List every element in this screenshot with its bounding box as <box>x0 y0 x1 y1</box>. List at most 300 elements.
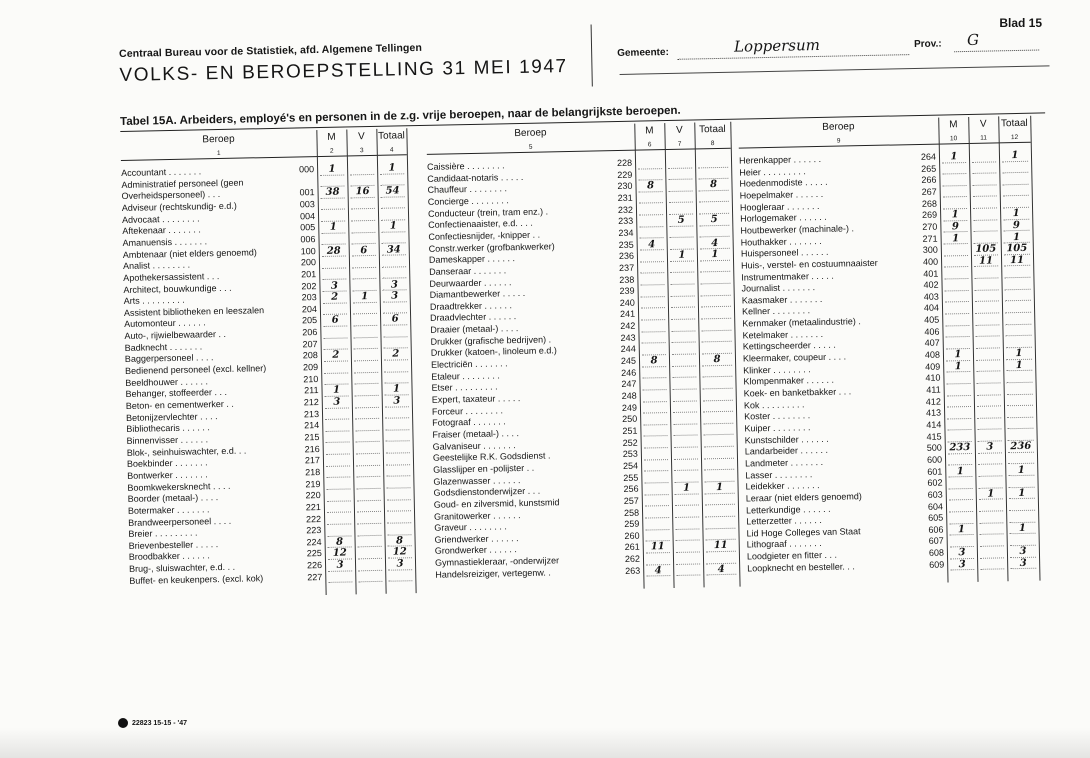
beroep-name: Drukker (katoen-, linoleum e.d.) <box>430 345 557 359</box>
count-m: 3 <box>336 559 344 571</box>
count-v <box>351 372 381 373</box>
beroep-name: Lithograaf . . . . . . . <box>746 538 822 550</box>
count-v <box>668 320 698 321</box>
beroep-name: Klompenmaker . . . . . . <box>743 375 835 387</box>
beroep-name: Boomkwekersknecht . . . . <box>127 480 231 493</box>
count-m <box>638 285 668 286</box>
beroep-code: 607 <box>928 535 944 547</box>
count-v <box>670 413 700 414</box>
count-m <box>944 407 974 408</box>
beroep-name: Letterkundige . . . . . . <box>745 503 831 516</box>
count-totaal <box>697 284 733 285</box>
count-v <box>969 162 999 163</box>
count-m <box>636 204 666 205</box>
beroep-name: Brievenbesteller . . . . . <box>128 538 219 551</box>
beroep-code: 410 <box>925 372 941 384</box>
count-v <box>354 524 384 525</box>
beroep-name: Badknecht . . . . . . . <box>124 341 203 353</box>
beroep-code: 209 <box>302 362 319 373</box>
count-v <box>672 529 702 530</box>
count-totaal <box>696 191 732 192</box>
count-m: 1 <box>954 349 962 361</box>
column-number: 8 <box>710 140 715 148</box>
count-m <box>641 437 671 438</box>
beroep-name: Boekbinder . . . . . . . <box>126 457 208 470</box>
beroep-name: Bibliothecaris . . . . . . <box>126 422 210 435</box>
beroep-code: 606 <box>928 524 944 535</box>
count-totaal: 1 <box>392 383 401 395</box>
prov-label: Prov.: <box>913 38 942 51</box>
count-m <box>637 274 667 275</box>
beroep-code: 246 <box>621 367 637 378</box>
count-v <box>969 174 999 175</box>
beroep-code: 407 <box>924 337 940 349</box>
beroep-code: 200 <box>300 257 317 268</box>
beroep-name: Baggerpersoneel . . . . <box>124 352 214 365</box>
count-totaal <box>700 389 736 390</box>
count-totaal: 1 <box>388 162 396 174</box>
count-m: 1 <box>329 221 337 234</box>
count-m <box>643 553 673 554</box>
beroep-name: Draadtrekker . . . . . . <box>429 299 513 312</box>
column-header-m: M <box>949 119 958 131</box>
beroep-code: 415 <box>926 431 942 442</box>
count-m: 8 <box>650 355 658 367</box>
column-header-beroep: Beroep <box>202 133 235 146</box>
beroep-name: Glazenwasser . . . . . . <box>433 474 521 487</box>
beroep-code: 405 <box>924 314 940 325</box>
beroep-name: Huispersoneel . . . . . . <box>740 246 829 259</box>
beroep-name: Koek- en banketbakker . . . <box>743 386 852 399</box>
count-totaal: 8 <box>395 535 404 547</box>
beroep-name: Lasser . . . . . . . . <box>745 468 813 481</box>
count-totaal: 1 <box>1018 487 1026 499</box>
count-v <box>970 197 1000 198</box>
count-v <box>352 396 382 397</box>
beroep-code: 406 <box>924 326 940 337</box>
page-shadow <box>0 728 1090 758</box>
column-header-totaal: Totaal <box>378 130 405 142</box>
beroep-name: Kuiper . . . . . . . . <box>744 422 811 434</box>
header-rule <box>620 65 1050 75</box>
count-totaal: 1 <box>1011 149 1019 162</box>
count-totaal <box>384 500 414 501</box>
beroep-name: Brandweerpersoneel . . . . <box>128 515 232 528</box>
count-v <box>971 278 1001 279</box>
count-v <box>354 512 384 513</box>
count-m: 12 <box>332 547 347 560</box>
beroep-name: Administratief personeel (geen <box>121 177 244 190</box>
beroep-name: Draadvlechter . . . . . . <box>430 311 517 324</box>
beroep-name: Galvaniseur . . . . . . . <box>432 439 516 452</box>
count-totaal <box>381 360 411 361</box>
count-m <box>943 372 973 373</box>
beroep-code: 247 <box>621 379 637 390</box>
count-m <box>638 332 668 333</box>
count-totaal: 1 <box>1017 464 1025 476</box>
count-m <box>941 267 971 268</box>
beroep-code: 258 <box>623 507 640 518</box>
count-m <box>940 198 970 199</box>
count-v <box>970 209 1000 210</box>
beroep-name: Analist . . . . . . . . <box>122 259 191 272</box>
count-m <box>639 367 669 368</box>
prov-value: G <box>966 30 980 49</box>
count-v <box>671 436 701 437</box>
entry-line <box>676 575 700 576</box>
column-number: 10 <box>949 135 958 143</box>
count-m <box>324 490 354 491</box>
column-header-v: V <box>675 124 683 136</box>
gemeente-value: Loppersum <box>733 35 821 56</box>
count-m <box>642 495 672 496</box>
count-m <box>942 326 972 327</box>
beroep-code: 270 <box>922 221 938 232</box>
count-v <box>348 198 378 199</box>
count-m <box>947 535 977 536</box>
beroep-name: Deurwaarder . . . . . . <box>429 276 512 289</box>
header-divider <box>591 25 593 87</box>
beroep-code: 252 <box>622 437 638 448</box>
beroep-code: 256 <box>623 483 639 495</box>
column-number: 6 <box>647 141 652 149</box>
count-v <box>977 558 1007 559</box>
count-totaal: 1 <box>711 249 719 261</box>
beroep-name: Boorder (metaal-) . . . . <box>127 492 219 505</box>
count-totaal: 1 <box>1012 208 1020 220</box>
count-totaal <box>699 365 735 366</box>
beroep-name: Kettingscheerder . . . . . <box>742 340 836 352</box>
count-v <box>670 389 700 390</box>
count-m <box>944 384 974 385</box>
count-v <box>972 302 1002 303</box>
beroep-name: Bedienend personeel (excl. kellner) <box>125 363 267 376</box>
beroep-name: Beton- en cementwerker . . <box>125 398 234 411</box>
beroep-name: Draaier (metaal-) . . . . <box>430 323 519 335</box>
count-v <box>665 156 695 157</box>
count-v <box>672 518 702 519</box>
beroep-name: Buffet- en keukenpers. (excl. kok) <box>129 572 264 586</box>
count-m <box>321 361 351 362</box>
printer-logo-icon <box>118 718 128 728</box>
count-totaal <box>697 261 733 262</box>
count-m <box>642 507 672 508</box>
count-totaal <box>700 400 736 401</box>
count-m: 28 <box>326 245 341 257</box>
column-header-beroep: Beroep <box>514 127 547 140</box>
beroep-code: 205 <box>302 315 318 326</box>
count-v <box>975 453 1005 454</box>
count-m: 3 <box>958 558 966 571</box>
count-v <box>972 290 1002 291</box>
count-totaal <box>1002 289 1034 290</box>
beroep-name: Advocaat . . . . . . . . <box>121 213 200 225</box>
beroep-name: Automonteur . . . . . . <box>124 317 206 330</box>
entry-line <box>328 582 352 583</box>
beroep-name: Loodgieter en fitter . . . <box>746 549 838 562</box>
count-totaal: 5 <box>710 214 718 226</box>
print-footer <box>118 718 187 728</box>
count-totaal <box>1004 418 1036 419</box>
column-header-v: V <box>358 131 365 143</box>
beroep-name: Confectiesnijder, -knipper . . <box>428 229 541 242</box>
beroep-code: 602 <box>927 477 943 489</box>
count-totaal <box>382 430 412 431</box>
count-m: 3 <box>333 396 341 408</box>
beroep-code: 222 <box>305 513 322 524</box>
count-m <box>638 308 668 309</box>
beroep-name: Dameskapper . . . . . . <box>428 253 516 266</box>
count-totaal <box>381 372 411 373</box>
beroep-name: Gymnastiekleraar, -onderwijzer <box>434 555 560 568</box>
count-v <box>671 459 701 460</box>
count-m: 38 <box>325 186 340 199</box>
beroep-name: Bontwerker . . . . . . . <box>127 469 208 481</box>
beroep-name: Constr.werker (grofbankwerker) <box>428 240 555 254</box>
beroep-name: Amanuensis . . . . . . . <box>122 236 208 248</box>
count-m <box>640 413 670 414</box>
beroep-name: Huis-, verstel- en costuumnaaister <box>741 257 878 271</box>
count-v <box>971 232 1001 233</box>
count-m <box>943 337 973 338</box>
count-m <box>940 186 970 187</box>
column-header-beroep: Beroep <box>822 121 855 133</box>
count-totaal <box>695 156 731 157</box>
beroep-name: Betonijzervlechter . . . . <box>125 410 218 423</box>
count-totaal: 12 <box>392 546 407 559</box>
column-number: 4 <box>389 146 394 154</box>
count-m <box>325 571 355 572</box>
count-m: 9 <box>951 221 959 233</box>
count-m <box>639 343 669 344</box>
count-totaal: 54 <box>385 185 400 197</box>
beroep-code: 229 <box>617 169 633 180</box>
count-v: 1 <box>682 482 691 494</box>
count-m <box>639 378 669 379</box>
beroep-code: 216 <box>304 443 320 454</box>
beroep-code: 236 <box>618 250 635 262</box>
count-m <box>942 291 972 292</box>
count-m <box>321 338 351 339</box>
count-v <box>350 314 380 315</box>
count-totaal: 236 <box>1010 441 1032 453</box>
count-m <box>318 233 348 234</box>
count-totaal: 2 <box>392 348 400 360</box>
beroep-code: 264 <box>920 151 937 162</box>
count-v <box>348 233 378 234</box>
count-totaal <box>701 435 737 436</box>
count-totaal: 1 <box>1015 359 1023 371</box>
beroep-code: 224 <box>306 536 322 548</box>
count-m: 1 <box>956 465 964 477</box>
beroep-name: Ambtenaar (niet elders genoemd) <box>122 246 257 260</box>
count-v <box>971 267 1001 268</box>
beroep-code: 408 <box>924 349 941 360</box>
beroep-code: 234 <box>618 227 634 238</box>
column-number: 5 <box>528 143 533 151</box>
count-m <box>641 448 671 449</box>
beroep-name: Accountant . . . . . . . <box>121 166 202 178</box>
count-totaal <box>378 197 408 198</box>
count-v <box>976 523 1006 524</box>
beroep-code: 227 <box>307 571 323 583</box>
count-m <box>641 460 671 461</box>
beroep-code: 404 <box>923 303 940 314</box>
beroep-code: 219 <box>305 478 321 489</box>
beroep-name: Adviseur (rechtskundig- e.d.) <box>121 200 237 213</box>
count-totaal <box>380 325 410 326</box>
count-m <box>636 227 666 228</box>
count-totaal <box>703 552 739 553</box>
count-v <box>974 395 1004 396</box>
count-totaal <box>1006 511 1038 512</box>
count-m <box>944 431 974 432</box>
count-m <box>640 390 670 391</box>
count-m: 8 <box>335 536 344 548</box>
count-m <box>939 163 969 164</box>
column-number: 3 <box>359 147 364 155</box>
gemeente-field-line <box>677 54 909 60</box>
count-totaal <box>1003 371 1035 372</box>
count-v <box>350 303 380 304</box>
beroep-name: Godsdienstonderwijzer . . . <box>433 485 541 498</box>
count-totaal <box>1004 394 1036 395</box>
count-totaal <box>1006 499 1038 500</box>
count-v <box>671 448 701 449</box>
column-number: 9 <box>836 137 841 145</box>
entry-line <box>706 574 736 576</box>
beroep-code: 601 <box>927 466 943 477</box>
count-m <box>641 483 671 484</box>
count-totaal: 8 <box>709 179 718 191</box>
count-m <box>319 257 349 258</box>
beroep-code: 271 <box>922 233 938 244</box>
count-totaal <box>382 407 412 408</box>
beroep-name: Loopknecht en besteller. . . <box>747 561 855 574</box>
count-v <box>672 506 702 507</box>
count-m <box>320 327 350 328</box>
count-v: 16 <box>355 186 370 198</box>
count-v <box>348 221 378 222</box>
beroep-code: 218 <box>305 466 321 478</box>
form-header <box>118 0 1060 100</box>
count-totaal <box>696 226 732 227</box>
count-m <box>317 175 347 176</box>
count-m <box>635 157 665 158</box>
count-v <box>667 238 697 239</box>
count-m <box>322 408 352 409</box>
count-v: 11 <box>979 255 994 267</box>
beroep-code: 005 <box>300 222 316 233</box>
print-code: 22823 15-15 - '47 <box>132 719 187 727</box>
beroep-code: 215 <box>304 431 320 443</box>
count-m <box>318 198 348 199</box>
count-m: 2 <box>332 350 340 362</box>
count-v: 5 <box>677 214 685 227</box>
count-v <box>671 471 701 472</box>
count-m <box>323 478 353 479</box>
beroep-code: 411 <box>926 384 941 395</box>
count-totaal: 1 <box>715 482 724 494</box>
organisation-line: Centraal Bureau voor de Statistiek, afd. Algemene Tellingen <box>118 41 423 60</box>
count-v: 6 <box>360 244 368 256</box>
count-totaal <box>1002 313 1034 314</box>
count-v <box>975 476 1005 477</box>
count-m <box>939 174 969 175</box>
count-totaal <box>698 330 734 331</box>
count-totaal: 105 <box>1006 243 1028 255</box>
count-totaal <box>702 517 738 518</box>
count-v <box>352 431 382 432</box>
count-m: 8 <box>646 180 655 192</box>
count-v <box>665 168 695 169</box>
count-totaal <box>383 453 413 454</box>
entry-line <box>950 569 974 570</box>
prov-field-line <box>954 50 1039 53</box>
count-v <box>349 279 379 280</box>
count-v <box>352 407 382 408</box>
beroep-code: 232 <box>617 204 634 215</box>
beroep-name: Handelsreiziger, vertegenw. . <box>435 567 551 580</box>
entry-line <box>646 575 670 576</box>
count-totaal: 34 <box>386 243 401 256</box>
count-totaal <box>698 319 734 320</box>
beroep-code: 300 <box>922 244 938 256</box>
count-v <box>976 511 1006 512</box>
count-totaal <box>1002 301 1034 302</box>
count-m <box>324 513 354 514</box>
count-v <box>355 547 385 548</box>
count-m: 1 <box>328 163 336 175</box>
beroep-code: 263 <box>625 565 641 576</box>
beroep-code: 401 <box>923 268 939 279</box>
count-m <box>319 268 349 269</box>
count-totaal <box>380 302 410 303</box>
count-v <box>668 331 698 332</box>
beroep-code: 243 <box>620 332 636 343</box>
beroep-name: Goud- en zilversmid, kunstsmid <box>433 497 560 510</box>
count-v <box>668 308 698 309</box>
beroep-name: Etser . . . . . . . . . <box>431 381 498 394</box>
beroep-name: Heier . . . . . . . . . <box>739 165 806 178</box>
beroep-name: Houtbewerker (machinale-) . <box>740 223 855 236</box>
beroep-name: Horlogemaker . . . . . . <box>740 212 827 224</box>
beroep-name: Houthakker . . . . . . . <box>740 235 822 248</box>
beroep-name: Leraar (niet elders genoemd) <box>745 491 862 504</box>
count-m: 3 <box>330 280 339 292</box>
count-totaal <box>699 342 735 343</box>
count-totaal: 3 <box>1019 557 1027 569</box>
count-v <box>972 313 1002 314</box>
count-totaal <box>999 161 1031 162</box>
count-v <box>354 536 384 537</box>
beroep-code: 220 <box>305 490 321 501</box>
beroep-code: 226 <box>306 560 323 571</box>
count-totaal <box>702 528 738 529</box>
count-v <box>666 203 696 204</box>
count-m: 1 <box>951 209 959 221</box>
beroep-name: Hoogleraar . . . . . . . <box>739 200 820 213</box>
count-totaal: 3 <box>390 278 399 291</box>
beroep-code: 600 <box>926 454 943 465</box>
table-block-2 <box>426 122 743 688</box>
count-totaal <box>1007 534 1039 535</box>
column-number: 7 <box>677 140 682 148</box>
beroep-code: 603 <box>927 489 943 500</box>
beroep-code: 244 <box>620 344 636 355</box>
beroep-code: 267 <box>921 186 937 197</box>
beroep-name: Beeldhouwer . . . . . . <box>125 375 208 388</box>
